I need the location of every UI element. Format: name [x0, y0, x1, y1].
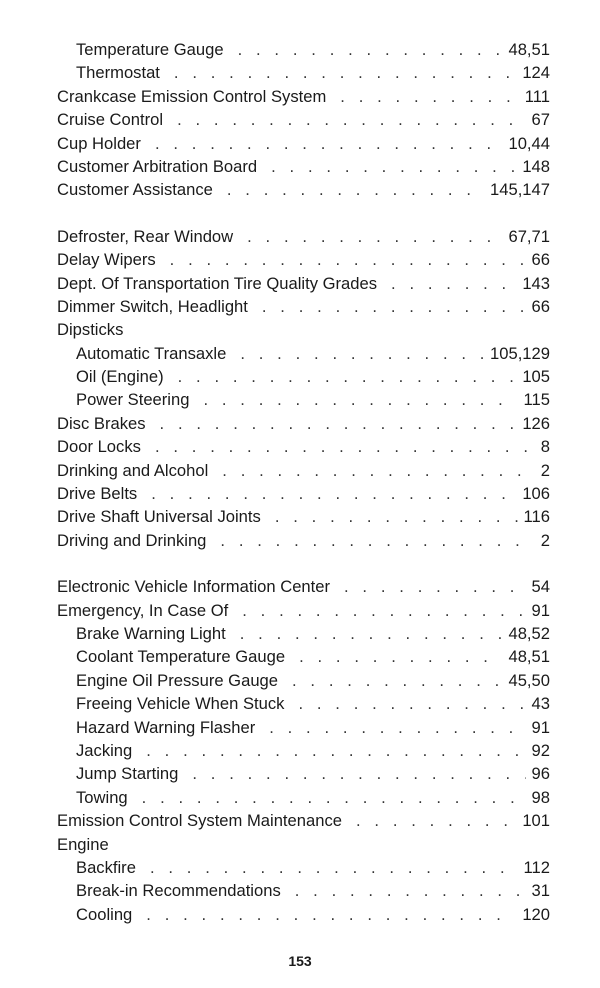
entry-label: Hazard Warning Flasher: [76, 717, 256, 737]
dot-leader: [299, 645, 502, 668]
entry-page-numbers: 143: [522, 273, 550, 293]
entry-label: Customer Arbitration Board: [57, 156, 258, 176]
dot-leader: [142, 786, 526, 809]
dot-leader: [344, 575, 526, 598]
entry-label: Driving and Drinking: [57, 530, 207, 550]
entry-page-numbers: 126: [522, 413, 550, 433]
entry-label: Temperature Gauge: [76, 40, 224, 59]
entry-page-numbers: 43: [531, 694, 550, 714]
entry-label: Defroster, Rear Window: [57, 226, 234, 246]
dot-leader: [160, 412, 517, 435]
entry-label: Backfire: [76, 857, 136, 877]
entry-label: Electronic Vehicle Information Center: [57, 577, 331, 597]
entry-page-numbers: 124: [522, 63, 550, 83]
dot-leader: [391, 272, 516, 295]
index-subentry: [57, 739, 550, 762]
dot-leader: [146, 739, 525, 762]
entry-page-numbers: 48,51: [508, 40, 550, 59]
index-subentry: [57, 762, 550, 785]
entry-label: Dept. Of Transportation Tire Quality Grades: [57, 273, 378, 293]
dot-leader: [238, 38, 503, 61]
entry-label: Oil (Engine): [76, 367, 164, 387]
entry-page-numbers: 120: [522, 904, 550, 924]
index-entry: [57, 295, 550, 318]
entry-label: Cooling: [76, 904, 133, 924]
entry-label: Engine Oil Pressure Gauge: [76, 670, 279, 690]
entry-label: Cruise Control: [57, 110, 164, 130]
entry-label: Jacking: [76, 740, 133, 760]
entry-page-numbers: 67,71: [508, 226, 550, 246]
index-subentry: [57, 786, 550, 809]
entry-page-numbers: 106: [522, 484, 550, 504]
index-entry: [57, 575, 550, 598]
index-subentry: [57, 61, 550, 84]
index-subentry: [57, 622, 550, 645]
dot-leader: [150, 856, 518, 879]
index-entry: [57, 809, 550, 832]
entry-label: Delay Wipers: [57, 250, 156, 270]
dot-leader: [298, 692, 525, 715]
entry-page-numbers: 148: [522, 156, 550, 176]
entry-page-numbers: 112: [523, 857, 550, 877]
dot-leader: [240, 342, 484, 365]
dot-leader: [295, 879, 526, 902]
entry-label: Brake Warning Light: [76, 623, 226, 643]
entry-label: Freeing Vehicle When Stuck: [76, 694, 285, 714]
dot-leader: [220, 529, 534, 552]
entry-label: Dimmer Switch, Headlight: [57, 296, 248, 316]
entry-label: Towing: [76, 787, 128, 807]
entry-page-numbers: 8: [540, 437, 550, 457]
entry-page-numbers: 145,147: [490, 180, 550, 200]
index-subentry: [57, 879, 550, 902]
dot-leader: [340, 85, 518, 108]
entry-label: Thermostat: [76, 63, 160, 83]
entry-label: Drinking and Alcohol: [57, 460, 209, 480]
dot-leader: [192, 762, 525, 785]
index-subentry: [57, 645, 550, 668]
entry-label: Disc Brakes: [57, 413, 146, 433]
dot-leader: [178, 365, 517, 388]
entry-label: Crankcase Emission Control System: [57, 86, 327, 106]
dot-leader: [146, 903, 516, 926]
entry-page-numbers: 10,44: [508, 133, 550, 153]
dot-leader: [292, 669, 502, 692]
index-entry: [57, 318, 550, 341]
dot-leader: [155, 132, 503, 155]
entry-label: Break-in Recommendations: [76, 881, 281, 901]
dot-leader: [203, 388, 517, 411]
entry-label: Power Steering: [76, 390, 190, 410]
entry-page-numbers: 101: [522, 811, 550, 831]
entry-label: Automatic Transaxle: [76, 343, 227, 363]
entry-page-numbers: 66: [531, 296, 550, 316]
entry-page-numbers: 67: [531, 110, 550, 130]
entry-page-numbers: 91: [531, 600, 550, 620]
index-entry: [57, 833, 550, 856]
index-subentry: [57, 716, 550, 739]
index-entry: [57, 178, 550, 201]
index-entry: [57, 248, 550, 271]
entry-page-numbers: 31: [531, 881, 550, 901]
index-entry: [57, 108, 550, 131]
entry-label: Emergency, In Case Of: [57, 600, 229, 620]
entry-label: Jump Starting: [76, 764, 179, 784]
entry-page-numbers: 105,129: [490, 343, 550, 363]
entry-label: Customer Assistance: [57, 180, 213, 200]
dot-leader: [356, 809, 516, 832]
entry-page-numbers: 98: [531, 787, 550, 807]
index-entry: [57, 225, 550, 248]
entry-label: Drive Belts: [57, 484, 138, 504]
entry-page-numbers: 54: [531, 577, 550, 597]
entry-page-numbers: 96: [531, 764, 550, 784]
entry-page-numbers: 111: [524, 86, 550, 106]
entry-label: Door Locks: [57, 437, 141, 457]
entry-page-numbers: 115: [523, 390, 550, 410]
index-subentry: [57, 903, 550, 926]
dot-leader: [275, 505, 518, 528]
entry-page-numbers: 116: [523, 507, 550, 527]
dot-leader: [170, 248, 526, 271]
entry-page-numbers: 2: [540, 460, 550, 480]
index-subentry: [57, 365, 550, 388]
index-group: [57, 575, 550, 926]
index-entry: [57, 482, 550, 505]
index-subentry: [57, 38, 550, 61]
index-entry: [57, 505, 550, 528]
dot-leader: [262, 295, 526, 318]
index-entry: [57, 155, 550, 178]
entry-label: Dipsticks: [57, 320, 124, 340]
page-number: 153: [288, 953, 312, 969]
entry-page-numbers: 2: [540, 530, 550, 550]
index-subentry: [57, 342, 550, 365]
dot-leader: [269, 716, 525, 739]
entry-label: Emission Control System Maintenance: [57, 811, 342, 831]
dot-leader: [247, 225, 502, 248]
entry-page-numbers: 45,50: [508, 670, 550, 690]
dot-leader: [240, 622, 503, 645]
dot-leader: [271, 155, 516, 178]
index-entry: [57, 459, 550, 482]
entry-page-numbers: 66: [531, 250, 550, 270]
index-listing: [57, 38, 550, 949]
entry-label: Cup Holder: [57, 133, 141, 153]
entry-page-numbers: 48,51: [508, 647, 550, 667]
index-subentry: [57, 388, 550, 411]
index-entry: [57, 599, 550, 622]
entry-label: Engine: [57, 834, 109, 854]
dot-leader: [227, 178, 484, 201]
entry-label: Drive Shaft Universal Joints: [57, 507, 261, 527]
index-entry: [57, 132, 550, 155]
dot-leader: [177, 108, 525, 131]
entry-page-numbers: 48,52: [508, 623, 550, 643]
dot-leader: [174, 61, 516, 84]
index-subentry: [57, 669, 550, 692]
index-subentry: [57, 692, 550, 715]
dot-leader: [222, 459, 534, 482]
index-group: [57, 225, 550, 552]
index-entry: [57, 412, 550, 435]
index-entry: [57, 272, 550, 295]
dot-leader: [151, 482, 516, 505]
index-entry: [57, 435, 550, 458]
dot-leader: [155, 435, 535, 458]
entry-page-numbers: 92: [531, 740, 550, 760]
entry-label: Coolant Temperature Gauge: [76, 647, 286, 667]
entry-page-numbers: 105: [522, 367, 550, 387]
index-entry: [57, 529, 550, 552]
index-group: [57, 38, 550, 202]
entry-page-numbers: 91: [531, 717, 550, 737]
dot-leader: [242, 599, 525, 622]
index-subentry: [57, 856, 550, 879]
index-entry: [57, 85, 550, 108]
